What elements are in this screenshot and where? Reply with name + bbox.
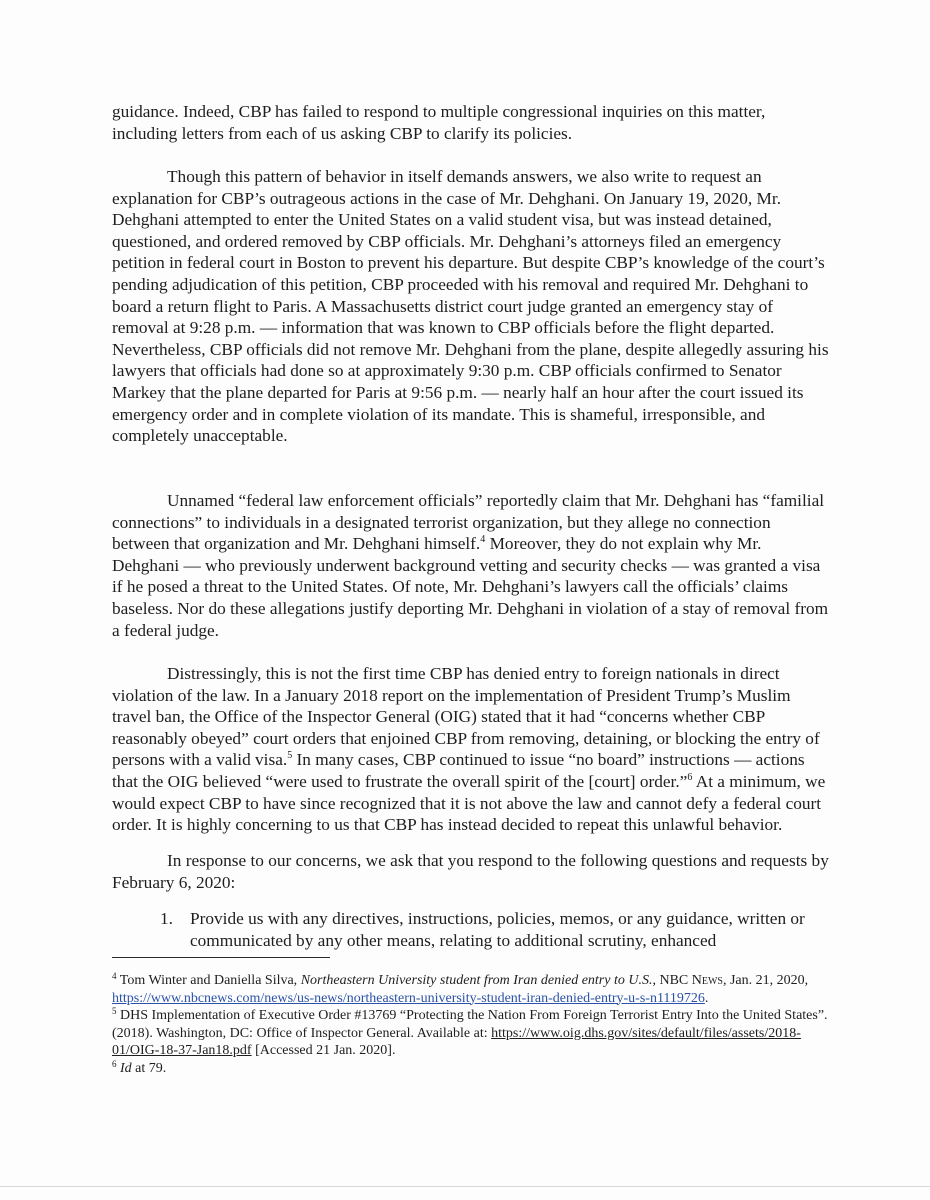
footnote-divider [112,957,330,958]
footnote-text: , NBC N [652,973,702,988]
footnote-text: [Accessed 21 Jan. 2020]. [251,1043,396,1059]
paragraph-continuation: guidance. Indeed, CBP has failed to respond to multiple congressional inquiries on this matter, including letters from each of us asking CBP to clarify its policies. [112,102,766,143]
footnote-text: Tom Winter and Daniella Silva, [116,973,301,988]
footnote-text: . [704,990,709,1006]
nbc-news-link[interactable]: https://www.nbcnews.com/news/us-news/northeastern-university-student-iran-denied-entry-u-s-n1119726 [112,990,705,1006]
article-title: Northeastern University student from Iran denied entry to U.S. [300,973,653,988]
request-list [160,908,830,951]
paragraph-prior-text-b: In many cases, CBP continued to issue “no board” instructions — actions that the OIG believed “were used to frustrate the overall spirit of the [court] order.” [112,750,805,791]
footnote-ref-6: 6 [687,771,693,783]
footnote-number: 5 [112,1006,117,1017]
footnote-ref-4: 4 [480,534,486,546]
paragraph-prior-violations [112,663,830,836]
footnote-5 [112,1007,832,1060]
footnote-ref-5: 5 [287,750,293,762]
footnote-text: , Jan. 21, 2020, [722,973,809,988]
footnote-number: 6 [112,1058,117,1069]
list-item-text: Provide us with any directives, instructions, policies, memos, or any guidance, written or communicated by any other means, relating to additional scrutiny, enhanced [190,909,805,950]
oig-report-link[interactable]: https://www.oig.dhs.gov/sites/default/files/assets/2018-01/OIG-18-37-Jan18.pdf [112,1025,801,1059]
list-item [160,908,830,951]
footnote-text: DHS Implementation of Executive Order #13769 “Protecting the Nation From Foreign Terrorist Entry Into the United States”. (2018). Washington, DC: Office of Inspector General. Available at: [112,1008,828,1041]
page-bottom-edge [0,1186,930,1187]
citation-id: Id [120,1060,132,1076]
publication-name: ews [701,973,723,988]
footnote-text: at 79. [131,1060,167,1076]
footnotes [112,972,832,1078]
paragraph-allegations-text-b: Moreover, they do not explain why Mr. Dehghani — who previously underwent background vetting and security checks — was granted a visa if he posed a threat to the United States. Of note, Mr. Dehghani’s lawyers call the officials’ claims baseless. Nor do these allegations justify deporting Mr. Dehghani in violation of a stay of removal from a federal judge. [112,534,829,640]
paragraph-dehghani-case: Though this pattern of behavior in itself demands answers, we also write to request an explanation for CBP’s outrageous actions in the case of Mr. Dehghani. On January 19, 2020, Mr. Dehghani attempted to enter the United States on a valid student visa, but was instead detained, questioned, and ordered removed by CBP officials. Mr. Dehghani’s attorneys filed an emergency petition in federal court in Boston to prevent his departure. But despite CBP’s knowledge of the court’s pending adjudication of this petition, CBP proceeded with his removal and required Mr. Dehghani to board a return flight to Paris. A Massachusetts district court judge granted an emergency stay of removal at 9:28 p.m. — information that was known to CBP officials before the flight departed. Nevertheless, CBP officials did not remove Mr. Dehghani from the plane, despite allegedly assuring his lawyers that officials had done so at approximately 9:30 p.m. CBP officials confirmed to Senator Markey that the plane departed for Paris at 9:56 p.m. — nearly half an hour after the court issued its emergency order and in complete violation of its mandate. This is shameful, irresponsible, and completely unacceptable. [112,167,829,446]
footnote-4 [112,972,832,1007]
footnote-number: 4 [112,971,117,981]
paragraph-requests-intro: In response to our concerns, we ask that you respond to the following questions and requests by February 6, 2020: [112,851,829,892]
paragraph-allegations [112,490,830,641]
footnote-6 [112,1060,832,1078]
paragraph-allegations-text-a: Unnamed “federal law enforcement officials” reportedly claim that Mr. Dehghani has “familial connections” to individuals in a designated terrorist organization, but they allege no connection between that organization and Mr. Dehghani himself. [112,491,825,554]
list-item-number: 1. [160,909,173,928]
paragraph-prior-text-a: Distressingly, this is not the first time CBP has denied entry to foreign nationals in direct violation of the law. In a January 2018 report on the implementation of President Trump’s Muslim travel ban, the Office of the Inspector General (OIG) stated that it had “concerns whether CBP reasonably obeyed” court orders that enjoined CBP from removing, detaining, or blocking the entry of persons with a valid visa. [112,664,820,770]
paragraph-prior-text-c: At a minimum, we would expect CBP to have since recognized that it is not above the law and cannot defy a federal court order. It is highly concerning to us that CBP has instead decided to repeat this unlawful behavior. [112,771,826,835]
